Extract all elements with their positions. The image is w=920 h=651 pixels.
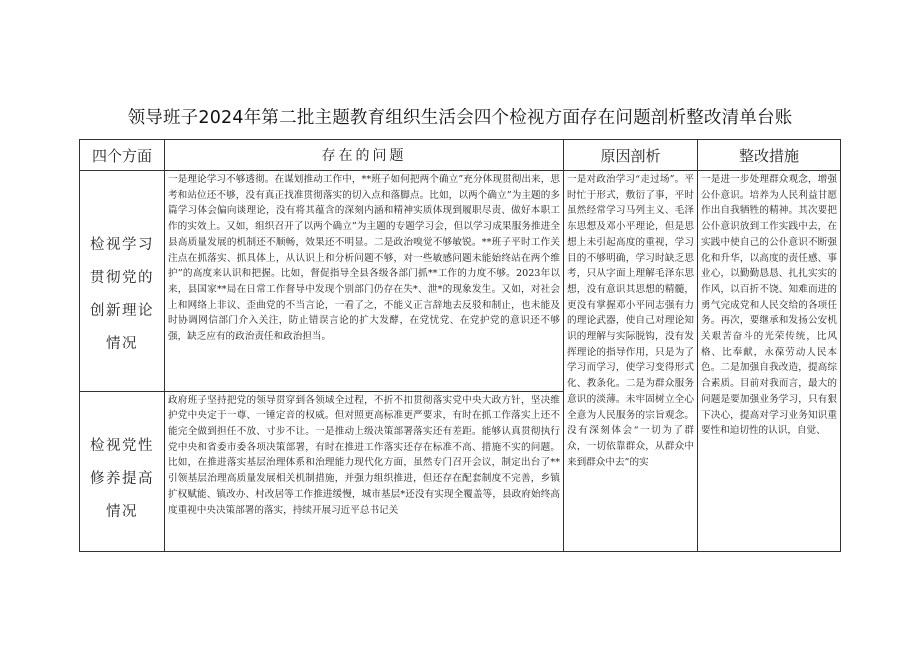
problem-cell	[165, 171, 564, 392]
measure-text: 一是进一步处理群众观念，增强公仆意识。培养为人民利益甘愿作出自我牺牲的精神。其次要把公仆意识放到工作实践中去，在实践中使自己的公仆意识不断强化和升华，以高度的责任感、事业心，以勤勤恳恳、扎扎实实的作风，以百折不饶、知难而进的勇气完成党和人民交给的各项任务。再次，要继承和发扬公安机关艰苦奋斗的光荣传统，比风格、比奉献，永葆劳动人民本色。二是加强自我改造，提高综合素质。目前对我而言，最大的问题是要加强业务学习，只有狠下决心，提高对学习业务知识重要性和迫切性的认识，自觉、	[701, 174, 837, 437]
problem-cell	[165, 391, 564, 551]
cause-cell	[564, 171, 698, 552]
problem-text: 政府班子坚持把党的领导贯穿到各领域全过程，不折不扣贯彻落实党中央大政方针，坚决维护党中央定于一尊、一锤定音的权威。但对照更高标准更严要求，有时在抓工作落实上还不能完全做到担任不放、寸步不让。一是推动上级决策部署落实还有差距。能够认真贯彻执行党中央和省委市委各项决策部署，有时在推进工作落实还存在标准不高、措施不实的问题。比如，在推进落实基层治理体系和治理能力现代化方面，虽然专门召开会议，制定出台了**引领基层治理高质量发展相关机制措施，并强力组织推进，但还存在配套制度不完善，乡镇扩权赋能、镇改办、村改居等工作推进缓慢，城市基层*还没有实现全覆盖等，县政府始终高度重视中央决策部署的落实，持续开展习近平总书记关	[168, 394, 560, 516]
cause-text: 一是对政治学习“走过场”。平时忙于形式，敷衍了事，平时虽然经常学习马列主义、毛泽东思想及邓小平理论，但是思想上未引起高度的重视，学习目的不够明确，学习时缺乏思考，只从字面上理解毛泽东思想，没有意识其思想的精髓，更没有掌握邓小平同志强有力的理论武器，使自己对理论知识的理解与实际脱钩，没有发挥理论的指导作用，只是为了学习而学习，使学习变得形式化、教条化。二是为群众服务意识的淡薄。未牢固树立全心全意为人民服务的宗旨观念。没有深刻体会“一切为了群众，一切依靠群众，从群众中来到群众中去”的实	[567, 174, 694, 468]
table-row	[80, 171, 841, 392]
measure-cell	[698, 171, 841, 552]
header-problems: 存在的问题	[165, 140, 564, 171]
rectification-table	[79, 139, 841, 552]
aspect-line: 检视学习	[90, 236, 154, 253]
aspect-line: 贯彻党的	[90, 269, 154, 286]
aspect-line: 检视党性	[90, 437, 154, 454]
aspect-cell	[80, 391, 165, 551]
aspect-line: 情况	[106, 503, 138, 520]
header-measures: 整改措施	[698, 140, 841, 171]
table-header-row	[80, 140, 841, 171]
header-aspects: 四个方面	[80, 140, 165, 171]
aspect-line: 修养提高	[90, 470, 154, 487]
document-title: 领导班子2024年第二批主题教育组织生活会四个检视方面存在问题剖析整改清单台账	[127, 108, 793, 128]
aspect-line: 创新理论	[90, 302, 154, 319]
aspect-cell	[80, 171, 165, 392]
problem-text: 一是理论学习不够透彻。在谋划推动工作中，**班子如何把两个确立”充分体现贯彻出来，思考和站位还不够，没有真正找准贯彻落实的切入点和落脚点。比如，以两个确立”为主题的多篇学习体会偏向谈理论，没有将其蕴含的深刻内涵和精神实质体现到履职尽责、做好本职工作的实效上。又如，组织召开了以两个确立”为主题的专题学习会，但以学习成果服务推进全县高质量发展的机制还不顺畅，效果还不明显。二是政治嗅觉不够敏锐。**班子平时工作关注点在抓落实、抓具体上，从认识上和分析问题不够，对一些敏感问题未能始终站在两个维护”的高度来认识和把握。比如，督促指导全县各级各部门抓**工作的力度不够。2023年以来，县国家**局在日常工作督导中发现个别部门仍存在失*、泄*的现象发生。又如，对社会上和网络上非议、歪曲党的不当言论，一看了之，不能义正言辞地去反驳和制止，也未能及时协调网信部门介入关注，防止错误言论的扩大发酵，在党忧党、在党护党的意识还不够强，缺乏应有的政治责任和政治担当。	[168, 174, 560, 343]
aspect-line: 情况	[106, 335, 138, 352]
header-causes: 原因剖析	[564, 140, 698, 171]
